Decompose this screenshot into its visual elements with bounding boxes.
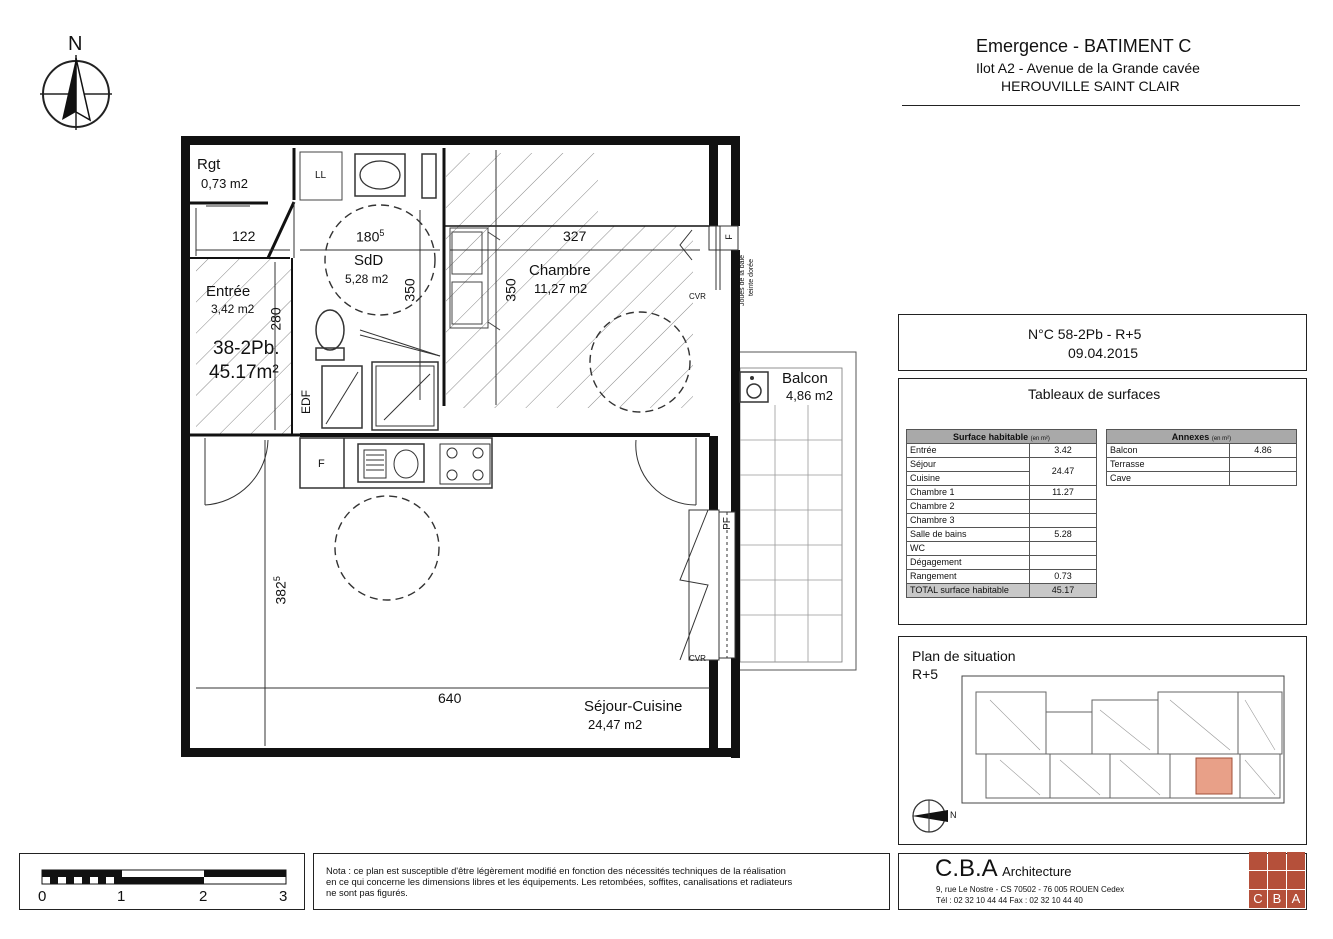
joues-line-1: Joues de la baie	[739, 255, 746, 306]
logo-letter-c: C	[1249, 890, 1267, 908]
joues-line-2: teinte dorée	[748, 259, 755, 296]
row-label: Balcon	[1107, 444, 1230, 458]
shower-icon	[372, 362, 438, 430]
logo-letter-b: B	[1268, 890, 1286, 908]
row-label: WC	[907, 542, 1030, 556]
annexes-header-unit: (en m²)	[1211, 435, 1232, 442]
dim-382-sup: 5	[271, 576, 282, 582]
balcony-inner	[740, 368, 842, 662]
dim-280: 280	[267, 307, 284, 331]
architect-name-main: C.B.A	[935, 855, 998, 882]
table-row	[907, 444, 1097, 458]
fridge-label: F	[318, 458, 325, 470]
project-title: Emergence - BATIMENT C	[976, 36, 1192, 56]
table-row	[907, 486, 1097, 500]
table-row	[1107, 458, 1297, 472]
note-line-3: ne sont pas figurés.	[326, 887, 408, 898]
toilet-icon	[316, 310, 344, 350]
hob-icon	[440, 444, 490, 484]
row-value	[1030, 514, 1097, 528]
balcon-area: 4,86 m2	[786, 388, 833, 403]
annexes-table	[1106, 429, 1297, 486]
table-row	[907, 528, 1097, 542]
row-label: Salle de bains	[907, 528, 1030, 542]
row-label: Chambre 1	[907, 486, 1030, 500]
row-label: Cave	[1107, 472, 1230, 486]
row-label: Chambre 3	[907, 514, 1030, 528]
row-value	[1030, 542, 1097, 556]
surfaces-title: Tableaux de surfaces	[1028, 386, 1161, 402]
washbasin-icon	[355, 154, 405, 196]
architect-address: 9, rue Le Nostre - CS 70502 - 76 005 ROUEN Cedex	[936, 885, 1125, 894]
rgt-area: 0,73 m2	[201, 176, 248, 191]
sdd-area: 5,28 m2	[345, 272, 389, 286]
entree-area: 3,42 m2	[211, 302, 255, 316]
row-label: Dégagement	[907, 556, 1030, 570]
sejour-turning-circle	[335, 496, 439, 600]
habitable-header	[907, 430, 1097, 444]
sejour-area: 24,47 m2	[588, 717, 643, 732]
project-address: Ilot A2 - Avenue de la Grande cavée	[976, 60, 1200, 76]
row-value: 3.42	[1030, 444, 1097, 458]
total-label: TOTAL surface habitable	[907, 584, 1030, 598]
architect-name	[935, 855, 1072, 883]
window-f-label: F	[723, 234, 734, 240]
apartment-total-area: 45.17m²	[209, 362, 279, 383]
table-row	[907, 500, 1097, 514]
table-row	[907, 542, 1097, 556]
ll-label: LL	[315, 170, 327, 181]
project-city: HEROUVILLE SAINT CLAIR	[1001, 78, 1180, 94]
balcon-name: Balcon	[782, 370, 828, 387]
scale-label-1: 1	[117, 888, 126, 905]
dim-180-value: 180	[356, 228, 380, 245]
chambre-hatch-2	[598, 226, 693, 408]
row-label: Terrasse	[1107, 458, 1230, 472]
total-value: 45.17	[1030, 584, 1097, 598]
cvr-label-2: CVR	[689, 654, 706, 663]
scale-label-2: 2	[199, 888, 208, 905]
habitable-table	[906, 429, 1097, 598]
cba-logo	[1249, 852, 1305, 909]
table-row	[907, 458, 1097, 472]
situation-level: R+5	[912, 666, 939, 682]
dim-350-sdd: 350	[401, 278, 418, 302]
dim-350-chambre: 350	[502, 278, 519, 302]
dim-122: 122	[232, 228, 256, 244]
rgt-name: Rgt	[197, 156, 221, 173]
scale-label-0: 0	[38, 888, 47, 905]
row-value	[1230, 458, 1297, 472]
annexes-header	[1107, 430, 1297, 444]
architect-phone: Tél : 02 32 10 44 44 Fax : 02 32 10 44 40	[936, 896, 1083, 905]
towel-rail-icon	[422, 154, 436, 198]
dim-180	[356, 228, 384, 245]
cvr-label-1: CVR	[689, 292, 706, 301]
row-value	[1030, 500, 1097, 514]
table-row	[907, 570, 1097, 584]
note-line-1: Nota : ce plan est susceptible d'être légèrement modifié en fonction des nécessités techniques de la réalisation	[326, 865, 786, 876]
sdd-name: SdD	[354, 252, 384, 269]
table-row	[907, 556, 1097, 570]
row-label: Rangement	[907, 570, 1030, 584]
sejour-name: Séjour-Cuisine	[584, 698, 683, 715]
apartment-date: 09.04.2015	[1068, 345, 1139, 361]
note-text	[326, 865, 792, 898]
architect-name-suffix: Architecture	[1002, 864, 1072, 879]
table-row	[907, 514, 1097, 528]
edf-label: EDF	[299, 390, 313, 414]
table-row	[1107, 472, 1297, 486]
dim-382-value: 382	[272, 581, 289, 605]
scale-box	[19, 853, 305, 910]
kitchen-counter	[300, 438, 492, 488]
apartment-number: N°C 58-2Pb - R+5	[1028, 326, 1142, 342]
situation-title: Plan de situation	[912, 648, 1016, 664]
chambre-area: 11,27 m2	[534, 281, 588, 296]
pf-label: PF	[721, 517, 733, 530]
dim-327: 327	[563, 228, 587, 244]
apartment-type: 38-2Pb.	[213, 338, 280, 359]
row-value	[1030, 556, 1097, 570]
situation-box	[898, 636, 1307, 845]
habitable-header-unit: (en m²)	[1030, 435, 1050, 442]
table-row	[1107, 444, 1297, 458]
note-line-2: en ce qui concerne les dimensions libres et les équipements. Les retombées, soffites, canalisations et radiateurs	[326, 876, 793, 887]
row-value: 4.86	[1230, 444, 1297, 458]
chambre-name: Chambre	[529, 262, 591, 279]
apartment-id-box	[898, 314, 1307, 371]
row-label: Séjour	[907, 458, 1030, 472]
row-label: Entrée	[907, 444, 1030, 458]
row-value: 24.47	[1030, 458, 1097, 486]
joues-note	[738, 236, 756, 306]
balcony-grid	[740, 405, 842, 662]
row-value: 5.28	[1030, 528, 1097, 542]
situation-north-label: N	[950, 810, 957, 820]
entree-name: Entrée	[206, 283, 251, 300]
dim-382	[272, 576, 289, 604]
logo-letter-a: A	[1287, 890, 1305, 908]
scale-label-3: 3	[279, 888, 288, 905]
row-value: 0.73	[1030, 570, 1097, 584]
row-label: Chambre 2	[907, 500, 1030, 514]
total-row	[907, 584, 1097, 598]
habitable-header-label: Surface habitable	[953, 431, 1029, 442]
dim-640: 640	[438, 690, 462, 706]
annexes-header-label: Annexes	[1171, 431, 1210, 442]
dim-180-sup: 5	[379, 228, 385, 238]
row-value: 11.27	[1030, 486, 1097, 500]
north-label: N	[68, 33, 83, 55]
row-value	[1230, 472, 1297, 486]
row-label: Cuisine	[907, 472, 1030, 486]
